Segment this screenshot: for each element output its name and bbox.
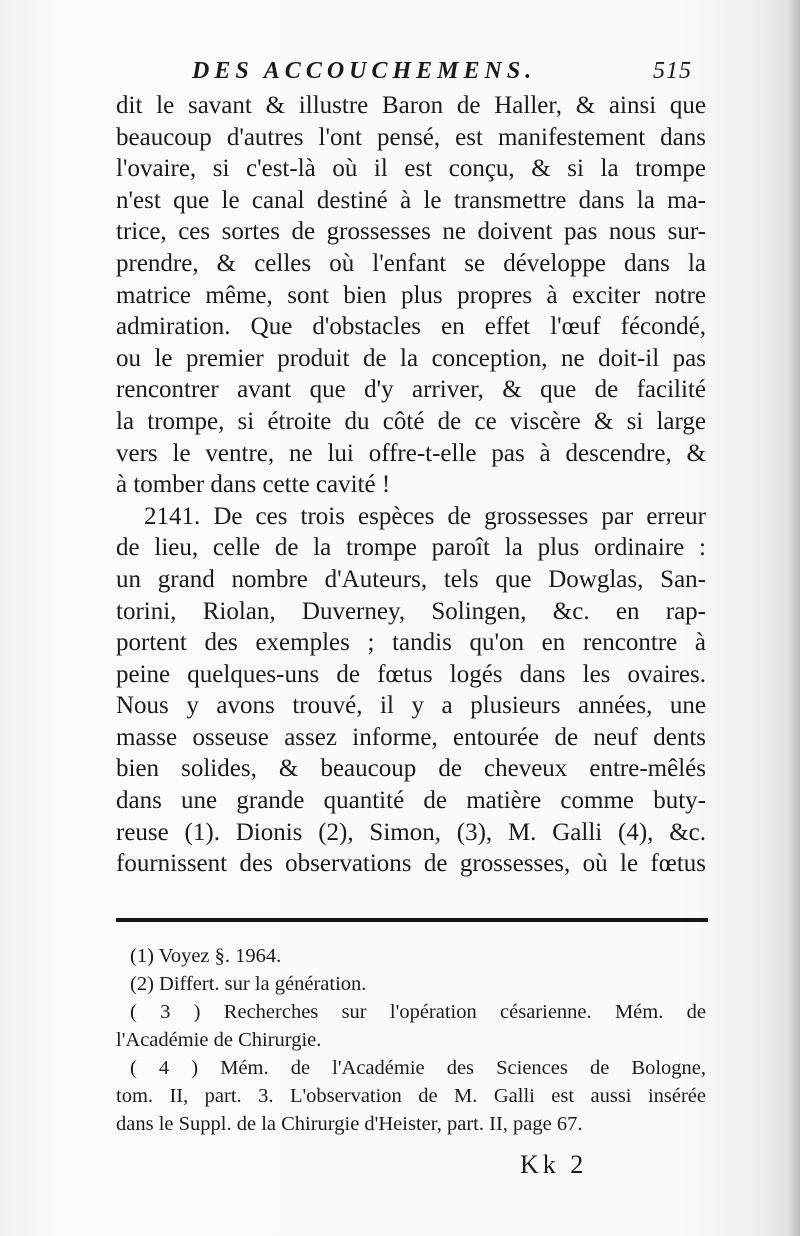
body-line: à tomber dans cette cavité ! — [116, 471, 391, 499]
footnote-4: ( 4 ) Mém. de l'Académie des Sciences de Bologne, — [130, 1057, 706, 1079]
body-line: portent des exemples ; tandis qu'on en rencontre à — [116, 629, 706, 657]
paragraph-start-line: 2141. De ces trois espèces de grossesses par erreur — [144, 502, 706, 530]
running-title: DES ACCOUCHEMENS. — [192, 58, 537, 84]
body-line: trice, ces sortes de grossesses ne doivent pas nous sur- — [116, 218, 706, 246]
footnote-3-continued: l'Académie de Chirurgie. — [116, 1029, 322, 1051]
footnote-2: (2) Differt. sur la génération. — [130, 973, 367, 995]
page-number: 515 — [653, 58, 692, 84]
body-text — [116, 90, 706, 880]
body-line: la trompe, si étroite du côté de ce viscère & si large — [116, 407, 706, 435]
body-line: n'est que le canal destiné à le transmettre dans la ma- — [116, 186, 706, 214]
footnote-4-continued: dans le Suppl. de la Chirurgie d'Heister, part. II, page 67. — [116, 1113, 583, 1135]
body-line: l'ovaire, si c'est-là où il est conçu, & si la trompe — [116, 155, 706, 183]
footnote-3: ( 3 ) Recherches sur l'opération césarienne. Mém. de — [130, 1001, 706, 1023]
page-edge-shadow — [786, 0, 800, 1236]
footnote-separator-rule — [116, 918, 708, 922]
body-line: rencontrer avant que d'y arriver, & que de facilité — [116, 376, 706, 404]
body-line: matrice même, sont bien plus propres à exciter notre — [116, 281, 706, 309]
body-line: beaucoup d'autres l'ont pensé, est manifestement dans — [116, 123, 706, 151]
footnotes — [116, 942, 706, 1138]
body-line: ou le premier produit de la conception, ne doit-il pas — [116, 344, 706, 372]
body-line: dit le savant & illustre Baron de Haller, & ainsi que — [116, 92, 706, 119]
body-line: torini, Riolan, Duverney, Solingen, &c. en rap- — [116, 597, 706, 625]
body-line: admiration. Que d'obstacles en effet l'œuf fécondé, — [116, 313, 706, 341]
body-line: bien solides, & beaucoup de cheveux entre-mêlés — [116, 755, 706, 783]
footnote-1: (1) Voyez §. 1964. — [130, 945, 282, 967]
footnote-4-continued: tom. II, part. 3. L'observation de M. Galli est aussi insérée — [116, 1085, 706, 1107]
body-line: Nous y avons trouvé, il y a plusieurs années, une — [116, 692, 706, 720]
body-line: de lieu, celle de la trompe paroît la plus ordinaire : — [116, 534, 706, 562]
body-line: dans une grande quantité de matière comme buty- — [116, 787, 706, 815]
printer-signature-mark: Kk 2 — [520, 1150, 588, 1179]
body-line: fournissent des observations de grossesses, où le fœtus — [116, 850, 706, 878]
body-line: peine quelques-uns de fœtus logés dans les ovaires. — [116, 660, 706, 688]
body-line: reuse (1). Dionis (2), Simon, (3), M. Galli (4), &c. — [116, 818, 706, 846]
body-line: prendre, & celles où l'enfant se développe dans la — [116, 249, 706, 277]
body-line: un grand nombre d'Auteurs, tels que Dowglas, San- — [116, 565, 706, 593]
body-line: masse osseuse assez informe, entourée de neuf dents — [116, 723, 706, 751]
body-line: vers le ventre, ne lui offre-t-elle pas à descendre, & — [116, 439, 706, 467]
page-header — [192, 58, 712, 88]
